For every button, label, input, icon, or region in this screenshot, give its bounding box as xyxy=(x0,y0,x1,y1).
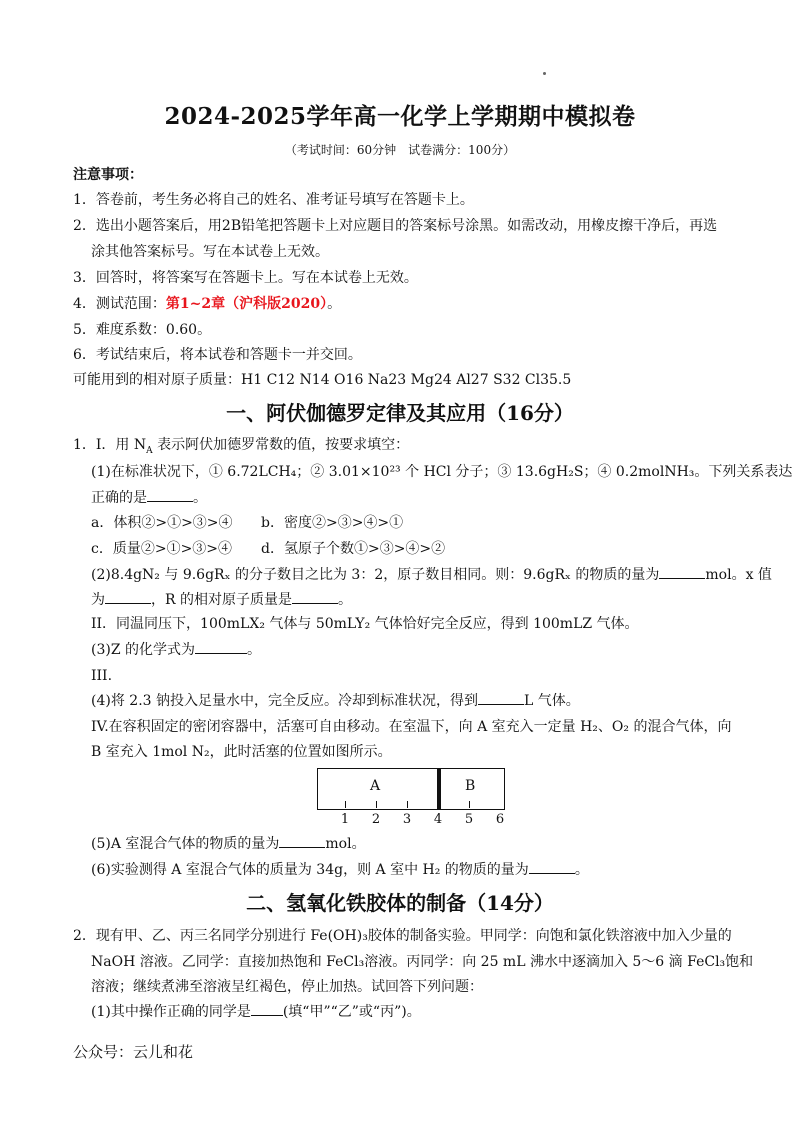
note-3: 3．回答时，将答案写在答题卡上。写在本试卷上无效。 xyxy=(73,270,418,286)
answer-blank[interactable] xyxy=(292,590,338,604)
option-c: c．质量②>①>③>④ xyxy=(91,541,233,557)
option-b: b．密度②>③>④>① xyxy=(261,515,404,531)
q1-section-IV: IV.在容积固定的密闭容器中，活塞可自由移动。在室温下，向 A 室充入一定量 H₂、O₂ 的混合气体，向 xyxy=(91,719,732,735)
answer-blank[interactable] xyxy=(279,834,325,848)
q1-part4: (4)将 2.3 钠投入足量水中，完全反应。冷却到标准状况，得到 L 气体。 xyxy=(91,693,580,709)
answer-blank[interactable] xyxy=(251,1002,283,1016)
notes-heading: 注意事项： xyxy=(73,167,143,183)
q2-part1: (1)其中操作正确的同学是 (填“甲”“乙”或“丙”)。 xyxy=(91,1004,421,1020)
tick-label: 2 xyxy=(371,812,381,827)
q1-section-II: II．同温同压下，100mLX₂ 气体与 50mLY₂ 气体恰好完全反应，得到 100mLZ 气体。 xyxy=(91,616,639,632)
answer-blank[interactable] xyxy=(147,488,193,502)
note-1: 1．答卷前，考生务必将自己的姓名、准考证号填写在答题卡上。 xyxy=(73,192,474,208)
answer-blank[interactable] xyxy=(478,691,524,705)
page-title: 2024-2025学年高一化学上学期期中模拟卷 xyxy=(164,103,636,130)
piston xyxy=(437,768,441,810)
q1-part2: (2)8.4gN₂ 与 9.6gRₓ 的分子数目之比为 3：2，原子数目相同。则：9.6gRₓ 的物质的量为 mol。x 值 xyxy=(91,567,772,583)
tick-mark xyxy=(469,801,470,808)
tick-label: 4 xyxy=(433,812,443,827)
atomic-masses: 可能用到的相对原子质量：H1 C12 N14 O16 Na23 Mg24 Al27 S32 Cl35.5 xyxy=(73,372,572,388)
tick-label: 1 xyxy=(340,812,350,827)
q1-section-IV-cont: B 室充入 1mol N₂，此时活塞的位置如图所示。 xyxy=(91,744,392,760)
q1-part2-cont: 为 ，R 的相对原子质量是 。 xyxy=(91,592,352,608)
note-6: 6．考试结束后，将本试卷和答题卡一并交回。 xyxy=(73,347,362,363)
answer-blank[interactable] xyxy=(529,860,575,874)
tick-label: 6 xyxy=(495,812,505,827)
page-dot xyxy=(543,72,546,75)
chamber-a-label: A xyxy=(370,778,381,794)
q1-part3: (3)Z 的化学式为 。 xyxy=(91,642,262,658)
exam-info: （考试时间：60分钟 试卷满分：100分） xyxy=(284,143,516,157)
answer-blank[interactable] xyxy=(659,565,705,579)
q1-part5: (5)A 室混合气体的物质的量为 mol。 xyxy=(91,836,366,852)
answer-blank[interactable] xyxy=(195,640,247,654)
tick-mark xyxy=(345,801,346,808)
q2-line-1: 2．现有甲、乙、丙三名同学分别进行 Fe(OH)₃胶体的制备实验。甲同学：向饱和氯化铁溶液中加入少量的 xyxy=(73,928,732,944)
test-range: 第1~2章（沪科版2020） xyxy=(165,296,328,312)
q1-intro: 1．I．用 $N_A$ 表示阿伏加德罗常数的值，按要求填空： xyxy=(73,437,410,456)
chamber-b-label: B xyxy=(465,778,476,794)
note-2: 2．选出小题答案后，用2B铅笔把答题卡上对应题目的答案标号涂黑。如需改动，用橡皮擦干净后，再选 xyxy=(73,218,718,234)
q1-part6: (6)实验测得 A 室混合气体的质量为 34g，则 A 室中 H₂ 的物质的量为 。 xyxy=(91,862,589,878)
note-2-cont: 涂其他答案标号。写在本试卷上无效。 xyxy=(91,244,329,260)
tick-label: 5 xyxy=(464,812,474,827)
option-a: a．体积②>①>③>④ xyxy=(91,515,233,531)
q1-section-III: III. xyxy=(91,668,113,684)
q2-line-2: NaOH 溶液。乙同学：直接加热饱和 FeCl₃溶液。丙同学：向 25 mL 沸水中逐滴加入 5～6 滴 FeCl₃饱和 xyxy=(91,954,754,970)
q1-part1-answer: 正确的是 。 xyxy=(91,490,207,506)
footer-credit: 公众号：云儿和花 xyxy=(73,1043,194,1061)
option-d: d．氢原子个数①>③>④>② xyxy=(261,541,446,557)
tick-mark xyxy=(407,801,408,808)
note-4: 4．测试范围：第1~2章（沪科版2020）。 xyxy=(73,296,342,312)
section-1-heading: 一、阿伏伽德罗定律及其应用（16分） xyxy=(226,401,574,425)
section-2-heading: 二、氢氧化铁胶体的制备（14分） xyxy=(246,891,554,915)
q2-line-3: 溶液；继续煮沸至溶液呈红褐色，停止加热。试回答下列问题： xyxy=(91,979,483,995)
tick-mark xyxy=(376,801,377,808)
q1-part1: (1)在标准状况下，① 6.72LCH₄；② 3.01×10²³ 个 HCl 分子；③ 13.6gH₂S；④ 0.2molNH₃。下列关系表达 xyxy=(91,464,793,480)
answer-blank[interactable] xyxy=(105,590,151,604)
note-5: 5．难度系数：0.60。 xyxy=(73,322,212,338)
tick-label: 3 xyxy=(402,812,412,827)
